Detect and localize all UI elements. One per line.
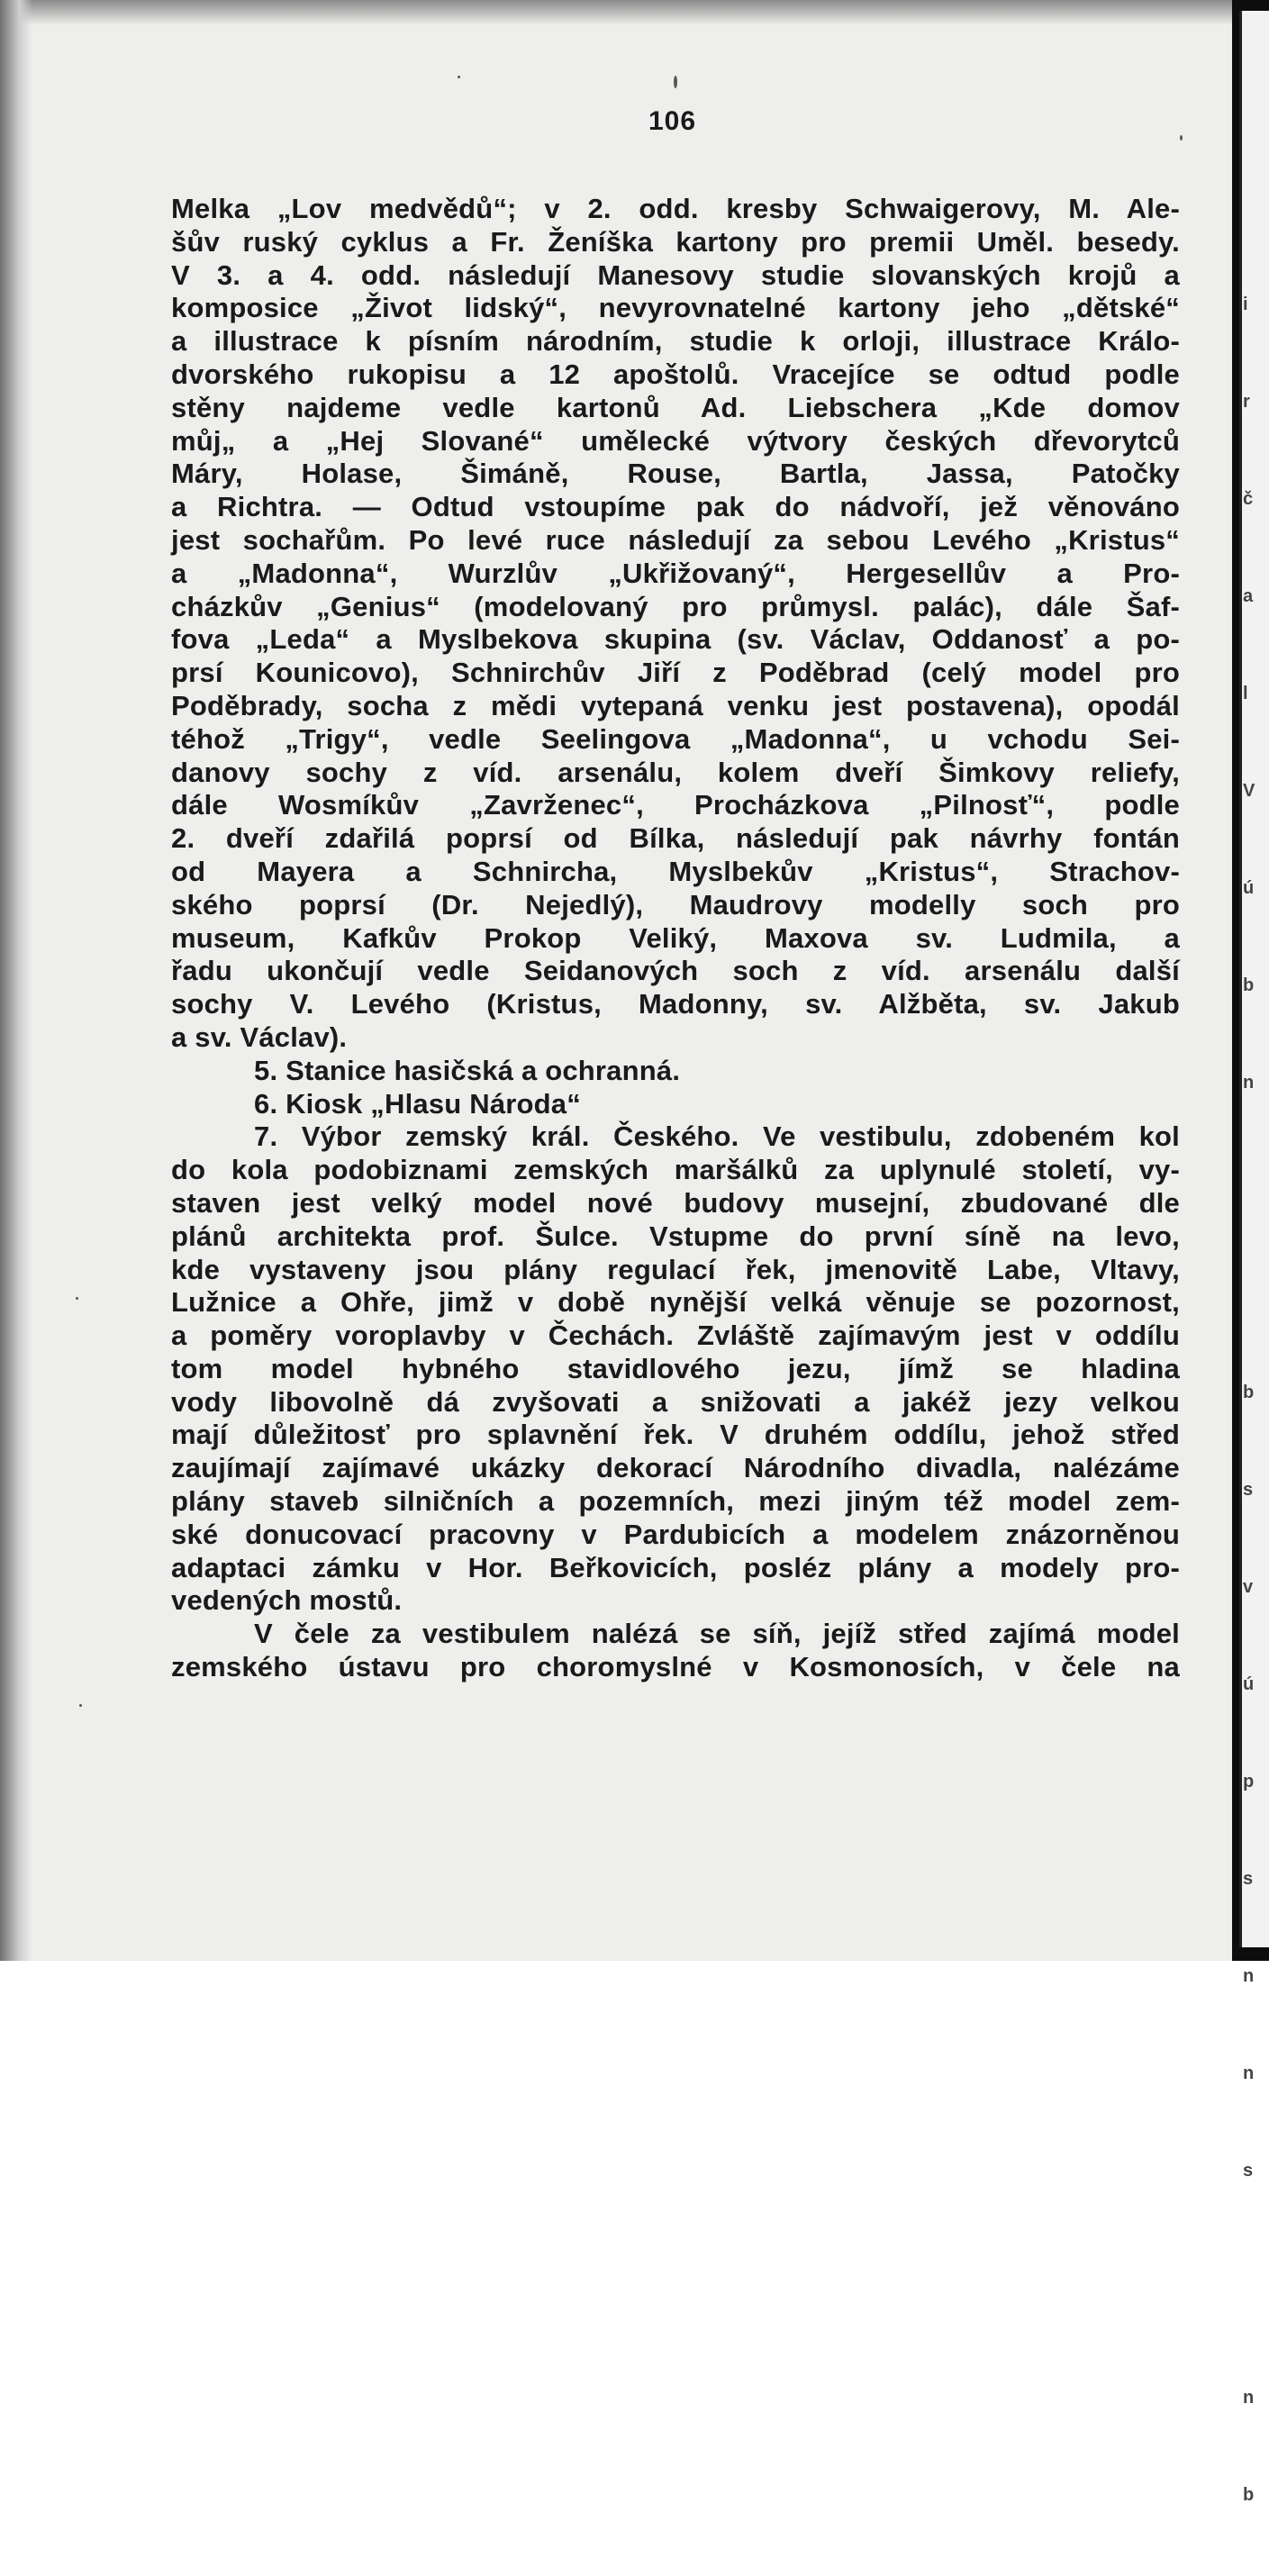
text-line: V 3. a 4. odd. následují Manesovy studie slovanských krojů a bbox=[171, 259, 1180, 291]
bleed-char: r bbox=[1243, 392, 1250, 412]
bleed-char: n bbox=[1243, 1073, 1255, 1093]
text-line: plánů architekta prof. Šulce. Vstupme do první síně na levo, bbox=[171, 1220, 1180, 1252]
text-line: danovy sochy z víd. arsenálu, kolem dveří Šimkovy reliefy, bbox=[171, 756, 1180, 788]
bleed-char: p bbox=[1243, 1772, 1255, 1791]
text-line: dvorského rukopisu a 12 apoštolů. Vracejíce se odtud podle bbox=[171, 358, 1180, 390]
scan-speck bbox=[76, 1297, 78, 1300]
section-heading: 6. Kiosk „Hlasu Národa“ bbox=[254, 1087, 581, 1120]
text-line: Máry, Holase, Šimáně, Rouse, Bartla, Jassa, Patočky bbox=[171, 458, 1180, 490]
text-line: dále Wosmíkův „Zavrženec“, Procházkova „Pilnosť“, podle bbox=[171, 789, 1180, 821]
text-line: museum, Kafkův Prokop Veliký, Maxova sv. Ludmila, a bbox=[171, 921, 1180, 954]
text-line: adaptaci zámku v Hor. Beřkovicích, posléz plány a modely pro- bbox=[171, 1551, 1180, 1583]
text-line: staven jest velký model nové budovy musejní, zbudované dle bbox=[171, 1186, 1180, 1219]
bleed-char: i bbox=[1243, 295, 1248, 314]
section-heading: 5. Stanice hasičská a ochranná. bbox=[254, 1054, 681, 1086]
bleed-char: V bbox=[1243, 781, 1255, 801]
bleed-char: č bbox=[1243, 489, 1254, 509]
bleed-char: s bbox=[1243, 1480, 1254, 1500]
text-line: vody libovolně dá zvyšovati a snižovati a jakéž jezy velkou bbox=[171, 1385, 1180, 1418]
scan-speck bbox=[79, 1704, 82, 1707]
top-edge-shadow bbox=[0, 0, 1234, 25]
text-line: jest sochařům. Po levé ruce následují za sebou Levého „Kristus“ bbox=[171, 523, 1180, 556]
text-line: a illustrace k písním národním, studie k orloji, illustrace Králo- bbox=[171, 325, 1180, 358]
text-line: stěny najdeme vedle kartonů Ad. Liebschera „Kde domov bbox=[171, 391, 1180, 423]
text-line: zaujímají zajímavé ukázky dekorací Národního divadla, nalézáme bbox=[171, 1452, 1180, 1484]
text-line: sochy V. Levého (Kristus, Madonny, sv. Alžběta, sv. Jakub bbox=[171, 988, 1180, 1020]
body-text bbox=[171, 193, 1180, 1684]
text-line: plány staveb silničních a pozemních, mezi jiným též model zem- bbox=[171, 1485, 1180, 1518]
bleed-char: n bbox=[1243, 2388, 1255, 2408]
text-line: a „Madonna“, Wurzlův „Ukřižovaný“, Hergesellův a Pro- bbox=[171, 557, 1180, 589]
text-line: a sv. Václav). bbox=[171, 1020, 348, 1053]
bleed-char: a bbox=[1243, 586, 1254, 606]
text-line: fova „Leda“ a Myslbekova skupina (sv. Václav, Oddanosť a po- bbox=[171, 623, 1180, 656]
bleed-char: b bbox=[1243, 1383, 1255, 1402]
text-line: a poměry voroplavby v Čechách. Zvláště zajímavým jest v oddílu bbox=[171, 1320, 1180, 1352]
bleed-char: v bbox=[1243, 1577, 1254, 1597]
text-line: Lužnice a Ohře, jimž v době nynější velká věnuje se pozornost, bbox=[171, 1286, 1180, 1319]
adjacent-page-bleed-bottom bbox=[1243, 1311, 1263, 2576]
text-line: kde vystaveny jsou plány regulací řek, jmenovitě Labe, Vltavy, bbox=[171, 1253, 1180, 1285]
text-line: šův ruský cyklus a Fr. Ženíška kartony pro premii Uměl. besedy. bbox=[171, 225, 1180, 258]
bleed-char: s bbox=[1243, 2161, 1254, 2181]
text-line: zemského ústavu pro choromyslné v Kosmonosích, v čele na bbox=[171, 1651, 1180, 1683]
text-line: řadu ukončují vedle Seidanových soch z víd. arsenálu další bbox=[171, 955, 1180, 987]
text-line: 2. dveří zdařilá poprsí od Bílka, následují pak návrhy fontán bbox=[171, 822, 1180, 855]
bleed-char: b bbox=[1243, 975, 1255, 995]
text-line: vedených mostů. bbox=[171, 1584, 403, 1617]
text-line: do kola podobiznami zemských maršálků za uplynulé století, vy- bbox=[171, 1154, 1180, 1186]
page-number: 106 bbox=[648, 106, 697, 136]
text-line: Poděbrady, socha z mědi vytepaná venku jest postavena), opodál bbox=[171, 689, 1180, 721]
scan-speck bbox=[458, 76, 460, 78]
bleed-char: n bbox=[1243, 1966, 1255, 1986]
text-line: ského poprsí (Dr. Nejedlý), Maudrovy modelly soch pro bbox=[171, 888, 1180, 921]
bleed-char: ú bbox=[1243, 878, 1255, 898]
adjacent-page-bleed-top bbox=[1243, 223, 1263, 1164]
text-line: Melka „Lov medvědů“; v 2. odd. kresby Schwaigerovy, M. Ale- bbox=[171, 193, 1180, 224]
bleed-char: ú bbox=[1243, 1674, 1255, 1694]
text-line: téhož „Trigy“, vedle Seelingova „Madonna“, u vchodu Sei- bbox=[171, 722, 1180, 755]
text-line: mají důležitosť pro splavnění řek. V druhém oddílu, jehož střed bbox=[171, 1419, 1180, 1451]
scan-speck bbox=[674, 76, 677, 88]
bleed-char: n bbox=[1243, 2064, 1255, 2083]
bleed-char: s bbox=[1243, 1869, 1254, 1889]
left-edge-shadow bbox=[0, 0, 32, 1961]
text-line: od Mayera a Schnircha, Myslbekův „Kristus“, Strachov- bbox=[171, 855, 1180, 887]
text-line: cházkův „Genius“ (modelovaný pro průmysl. palác), dále Šaf- bbox=[171, 590, 1180, 622]
text-line: ské donucovací pracovny v Pardubicích a modelem znázorněnou bbox=[171, 1518, 1180, 1550]
text-line: tom model hybného stavidlového jezu, jímž se hladina bbox=[171, 1352, 1180, 1384]
text-line: V čele za vestibulem nalézá se síň, jejíž střed zajímá model bbox=[254, 1618, 1180, 1650]
scan-speck bbox=[1180, 135, 1183, 141]
text-line: prsí Kounicovo), Schnirchův Jiří z Poděbrad (celý model pro bbox=[171, 657, 1180, 689]
text-line: a Richtra. — Odtud vstoupíme pak do nádvoří, jež věnováno bbox=[171, 491, 1180, 523]
text-line: 7. Výbor zemský král. Českého. Ve vestibulu, zdobeném kol bbox=[254, 1120, 1180, 1153]
text-line: komposice „Život lidský“, nevyrovnatelné kartony jeho „dětské“ bbox=[171, 292, 1180, 324]
bleed-char: l bbox=[1243, 684, 1248, 703]
bleed-char: b bbox=[1243, 2485, 1255, 2505]
text-line: můj„ a „Hej Slované“ umělecké výtvory českých dřevorytců bbox=[171, 424, 1180, 457]
